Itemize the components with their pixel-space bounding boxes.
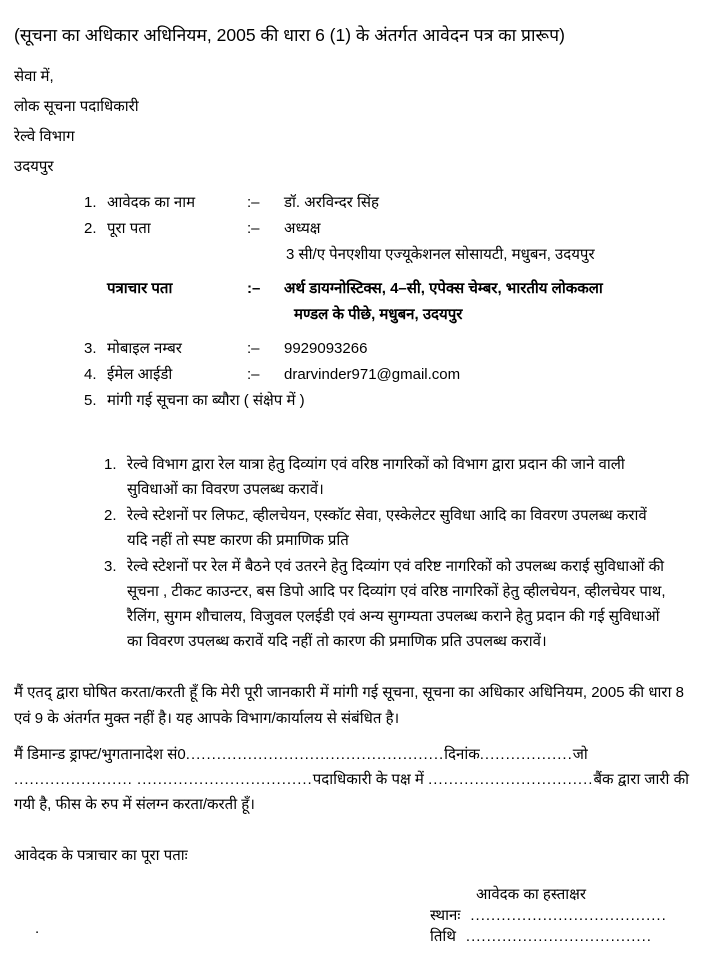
declaration-paragraph: मैं एतद् द्वारा घोषित करता/करती हूँ कि मेरी पूरी जानकारी में मांगी गई सूचना, सूचना का अधिकार अधिनियम, 2005 की धारा 8 एवं 9 के अंतर्गत मुक्त नहीं है। यह आपके विभाग/कार्यालय से संबंधित है। — [14, 684, 684, 727]
draft-number-blank: .................................................. — [185, 746, 445, 763]
field-number: 4. — [84, 366, 97, 383]
field-full-address — [84, 216, 700, 268]
email-id-value: drarvinder971@gmail.com — [284, 366, 461, 383]
request-item — [104, 554, 670, 654]
correspondence-line-2: मण्डल के पीछे, मधुबन, उदयपुर — [294, 306, 463, 323]
field-label: पत्राचार पता — [107, 280, 173, 297]
applicant-fields — [14, 190, 700, 414]
request-number: 2. — [104, 507, 117, 524]
field-separator: :– — [247, 366, 260, 383]
date-label: तिथि — [430, 928, 456, 945]
signature-area — [14, 884, 700, 947]
field-label: पूरा पता — [107, 220, 151, 237]
signature-block — [430, 884, 668, 947]
date-line — [430, 926, 668, 947]
information-request-list — [104, 452, 670, 654]
field-label: ईमेल आईडी — [107, 366, 173, 383]
field-applicant-name — [84, 190, 700, 216]
field-number — [84, 276, 107, 328]
fee-text-2: दिनांक — [444, 746, 480, 763]
request-text: रेल्वे स्टेशनों पर रेल में बैठने एवं उतरने हेतु दिव्यांग एवं वरिष्ट नागरिकों को उपलब्ध कराई सुविधाओं की सूचना , टीकट काउन्टर, बस डिपो आदि पर दिव्यांग एवं वरिष्ठ नागरिकों हेतु व्हीलचेयन, व्हीलचेयर पाथ, रैलिंग, सुगम शौचालय, विजुवल एलईडी एवं अन्य सुगम्यता उपलब्ध कराने हेतु प्रदान की गई सुविधाओं का विवरण उपलब्ध करावें यदि नहीं तो कारण की प्रमाणिक प्रति उपलब्ध करावें। — [127, 558, 666, 650]
fee-text-4: पदाधिकारी के पक्ष में — [312, 771, 429, 788]
place-blank: ...................................... — [470, 907, 667, 924]
field-number: 2. — [84, 220, 97, 237]
field-information-heading — [84, 388, 700, 414]
field-mobile-number — [84, 336, 700, 362]
document-title: (सूचना का अधिकार अधिनियम, 2005 की धारा 6 (1) के अंतर्गत आवेदन पत्र का प्रारूप) — [14, 25, 565, 45]
field-number: 1. — [84, 194, 97, 211]
fee-paragraph — [14, 742, 694, 817]
officer-blank: .................................. — [137, 771, 313, 788]
date-blank: .................. — [479, 746, 573, 763]
correspondence-address-value — [284, 276, 700, 328]
address-line-1: अध्यक्ष — [284, 220, 321, 237]
request-number: 1. — [104, 456, 117, 473]
fee-text-5: बैंक द्वारा जारी की गयी है, फीस के रुप में संलग्न करता/करती हूँ। — [14, 771, 689, 813]
salutation: सेवा में, — [14, 68, 54, 85]
field-label: मोबाइल नम्बर — [107, 340, 182, 357]
field-email-id — [84, 362, 700, 388]
field-separator: :– — [247, 194, 260, 211]
which-blank: ....................... — [14, 771, 133, 788]
fee-text-1: मैं डिमान्ड ड्राफ्ट/भुगतानादेश सं0 — [14, 746, 186, 763]
signature-label: आवेदक का हस्ताक्षर — [476, 886, 587, 903]
information-heading-label: मांगी गई सूचना का ब्यौरा ( संक्षेप में ) — [107, 392, 305, 409]
request-text: रेल्वे स्टेशनों पर लिफट, व्हीलचेयन, एस्कॉट सेवा, एस्केलेटर सुविधा आदि का विवरण उपलब्ध करावें यदि नहीं तो स्पष्ट कारण की प्रमाणिक प्रति — [127, 507, 647, 549]
mobile-number-value: 9929093266 — [284, 340, 368, 357]
address-line-2: 3 सी/ए पेनएशीया एज्यूकेशनल सोसायटी, मधुबन, उदयपुर — [286, 246, 595, 263]
field-label: आवेदक का नाम — [107, 194, 196, 211]
field-correspondence-address — [84, 276, 700, 328]
fee-text-3: जो — [572, 746, 588, 763]
request-item — [104, 452, 670, 502]
request-number: 3. — [104, 558, 117, 575]
addressee-officer: लोक सूचना पदाधिकारी — [14, 98, 139, 115]
stray-dot: . — [35, 920, 40, 937]
field-separator: :– — [247, 280, 261, 297]
place-line — [430, 905, 668, 926]
bank-blank: ................................ — [428, 771, 594, 788]
addressee-city: उदयपुर — [14, 158, 54, 175]
field-number: 5. — [84, 392, 97, 409]
applicant-address-label: आवेदक के पत्राचार का पूरा पताः — [14, 847, 188, 864]
field-number: 3. — [84, 340, 97, 357]
place-label: स्थानः — [430, 907, 461, 924]
date-blank: .................................... — [465, 928, 652, 945]
correspondence-line-1: अर्थ डायग्नोस्टिक्स, 4–सी, एपेक्स चेम्बर, भारतीय लोककला — [284, 280, 603, 297]
applicant-name-value: डॉ. अरविन्दर सिंह — [284, 194, 379, 211]
addressee-department: रेल्वे विभाग — [14, 128, 75, 145]
request-item — [104, 503, 670, 553]
request-text: रेल्वे विभाग द्वारा रेल यात्रा हेतु दिव्यांग एवं वरिष्ठ नागरिकों को विभाग द्वारा प्रदान की जाने वाली सुविधाओं का विवरण उपलब्ध करावें। — [127, 456, 625, 498]
field-separator: :– — [247, 340, 260, 357]
field-separator: :– — [247, 220, 260, 237]
full-address-value — [284, 216, 700, 268]
